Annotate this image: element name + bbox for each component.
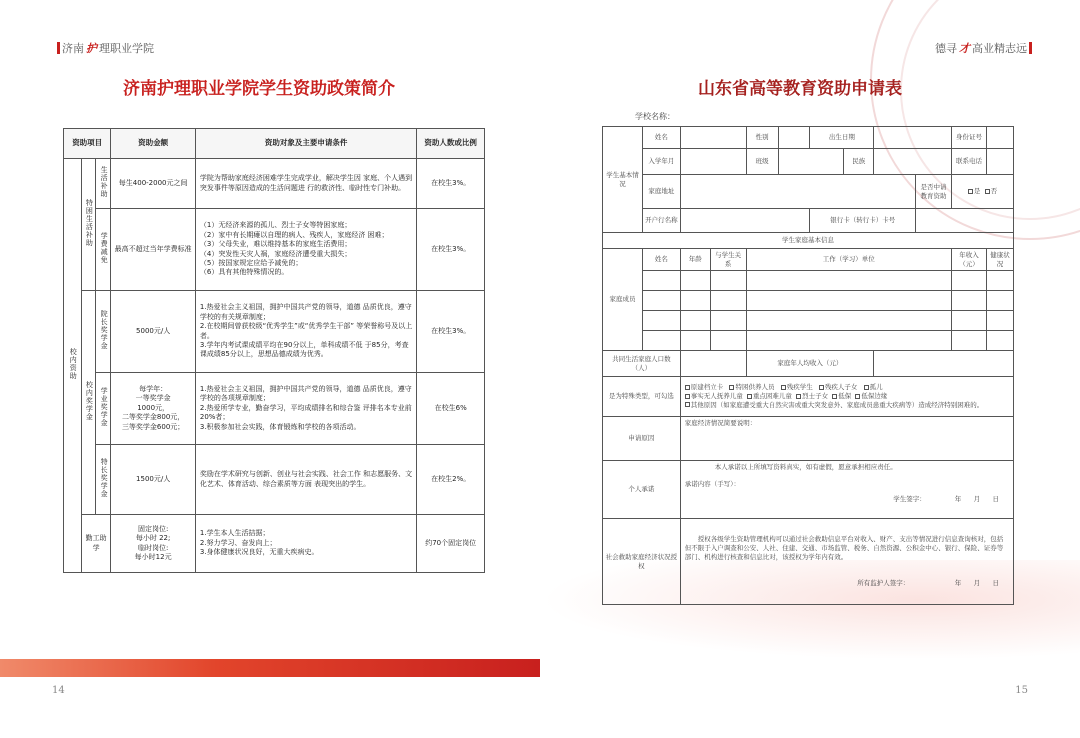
left-title: 济南护理职业学院学生资助政策简介 [123, 79, 395, 99]
table-row: 学业奖学金 每学年： 一等奖学金 1000元， 二等奖学金800元， 三等奖学金600元； 1.热爱社会主义祖国，拥护中国共产党的领导，道德 品质优良，遵守学校的各项规章制度； 2.热爱所学专业，勤奋学习，平均成绩排名和综合鉴 评排名本专业前20%者； 3.积极参加社会实践，体育锻炼和学校的各项活动。 在校生6% [64, 373, 485, 445]
birth-value[interactable] [874, 127, 952, 149]
checkbox-icon[interactable] [747, 394, 752, 399]
name-value[interactable] [680, 127, 746, 149]
phone-value[interactable] [986, 149, 1013, 175]
income-value[interactable] [874, 351, 1014, 377]
page-number: 14 [52, 685, 65, 696]
checkbox-icon[interactable] [819, 385, 824, 390]
left-header: 济南 护 理职业学院 [57, 40, 154, 56]
policy-table: 资助项目 资助金额 资助对象及主要申请条件 资助人数或比例 校内资助 特困生活补助 生活补助 每生400-2000元之间 学院为帮助家庭经济困难学生完成学业，解决学生因 家庭、个人遇到突发事件等原因造成的生活问题进 行的救济性、临时性专门补助。 在校生3%。 学费减免 最高不超过当年学费标准 （1）无经济来源的孤儿、烈士子女等特困家庭； （2）家中有长期瘫以自理的病人、残疾人，家庭经济 困难； （3）父母失业，难以维持基本的家庭生活费用； （4）突发性天灾人祸，家庭经济遭受重大损失； （5）按国家规定应给予减免的； （6）具有其他特殊情况的。 在校生3%。 校内奖学金 院长奖学金 5000元/人 1.热爱社会主义祖国，拥护中国共产党的领导，道德 品质优良，遵守学校的有关规章制度； 2.在校期间曾获校级“优秀学生”或“优秀学生干部” 等荣誉称号及以上者。 3.学年内考试课成绩平均在90分以上，单科成绩不低 于85分，考查课成绩85分以上，思想品德成绩为优秀。 在校生3%。 学业奖学金 每学年： 一等奖学金 1000元， 二等奖学金800元， 三等奖学金600元； 1.热爱社会主义祖国，拥护中国共产党的领导，道德 品质优良，遵守学校的各项规章制度； 2.热爱所学专业，勤奋学习，平均成绩排名和综合鉴 评排名本专业前20%者； 3.积极参加社会实践，体育锻炼和学校的各项活动。 在校生6% 特长奖学金 1500元/人 奖励在学术研究与创新、创业与社会实践、社会工作 和志愿服务、文化艺术、体育活动、综合素质等方面 表现突出的学生。 在校生2%。 勤工助学 固定岗位: 每小时 22; 临时岗位: 每小时12元 1.学生本人生活拮据； 2.努力学习、奋发向上； 3.身体健康状况良好，无重大疾病史。 约70个固定岗位 [63, 128, 485, 573]
checkbox-icon[interactable] [855, 394, 860, 399]
checkbox-icon[interactable] [685, 402, 690, 407]
checkbox-icon[interactable] [968, 189, 973, 194]
table-row: 勤工助学 固定岗位: 每小时 22; 临时岗位: 每小时12元 1.学生本人生活拮据； 2.努力学习、奋发向上； 3.身体健康状况良好，无重大疾病史。 约70个固定岗位 [64, 515, 485, 573]
table-row: 校内资助 特困生活补助 生活补助 每生400-2000元之间 学院为帮助家庭经济困难学生完成学业，解决学生因 家庭、个人遇到突发事件等原因造成的生活问题进 行的救济性、临时性专门补助。 在校生3%。 [64, 159, 485, 209]
header-bar-icon [57, 42, 60, 54]
gender-value[interactable] [778, 127, 810, 149]
checkbox-icon[interactable] [685, 385, 690, 390]
table-row: 特长奖学金 1500元/人 奖励在学术研究与创新、创业与社会实践、社会工作 和志愿服务、文化艺术、体育活动、综合素质等方面 表现突出的学生。 在校生2%。 [64, 445, 485, 515]
checkbox-icon[interactable] [832, 394, 837, 399]
checkbox-icon[interactable] [781, 385, 786, 390]
checkbox-icon[interactable] [864, 385, 869, 390]
card-value[interactable] [916, 209, 1014, 233]
checkbox-icon[interactable] [685, 394, 690, 399]
household-value[interactable] [680, 351, 746, 377]
ethnic-value[interactable] [874, 149, 952, 175]
application-form: 学生基本情况 姓名 性别 出生日期 身份证号 入学年月 班级 民族 联系电话 家庭地址 是否中请教育资助 是 否 开户行名称 银行卡（转行卡）卡号 学生家庭基本信息 家庭成员 姓名 年龄 与学生关系 工作（学习）单位 年收入（元） 健康状况 共同生活家庭人口数（人） 家庭年人均收入（元） 是为特殊类型，可勾选 原建档立卡 特困供养人员 残疾学生 残疾人子女 孤儿 事实无人抚养儿童 重点困难儿童 烈士子女 低保 低保边缘 其他原因（如家庭遭受重大自然灾害或重大突发意外、家庭成员患重大疾病等）造成经济特别困难的。 申请原因 家庭经济情况简要说明： 个人承诺 本人承诺以上所填写资料真实，如有虚假，愿意承担相应责任。 承诺内容（手写）： 学生签字： 年 月 日 社会救助家庭经济状况授权 授权各级学生资助管理机构可以通过社会救助信息平台对收入、财产、支出等情况进行信息查询核对，包括但不限于入户调查和公安、人社、住建、交通、市场监管、税务、自然资源、公积金中心、银行、保险、证券等部门、机构进行核查和信息比对，该授权为学年内有效。 所有监护人签字： 年 月 日 [602, 126, 1014, 605]
enroll-value[interactable] [680, 149, 746, 175]
header-bar-icon [1029, 42, 1032, 54]
table-row: 学费减免 最高不超过当年学费标准 （1）无经济来源的孤儿、烈士子女等特困家庭； （2）家中有长期瘫以自理的病人、残疾人，家庭经济 困难； （3）父母失业，难以维持基本的家庭生活费用； （4）突发性天灾人祸，家庭经济遭受重大损失； （5）按国家规定应给予减免的； （6）具有其他特殊情况的。 在校生3%。 [64, 209, 485, 291]
school-label: 学校名称： [635, 112, 675, 121]
class-value[interactable] [778, 149, 844, 175]
checkbox-icon[interactable] [729, 385, 734, 390]
id-value[interactable] [986, 127, 1013, 149]
bottom-red-bar [0, 659, 540, 677]
table-row: 校内奖学金 院长奖学金 5000元/人 1.热爱社会主义祖国，拥护中国共产党的领导，道德 品质优良，遵守学校的有关规章制度； 2.在校期间曾获校级“优秀学生”或“优秀学生干部” 等荣誉称号及以上者。 3.学年内考试课成绩平均在90分以上，单科成绩不低 于85分，考查课成绩85分以上，思想品德成绩为优秀。 在校生3%。 [64, 291, 485, 373]
bank-value[interactable] [680, 209, 810, 233]
right-page [540, 0, 1080, 738]
address-value[interactable] [680, 175, 915, 209]
checkbox-icon[interactable] [985, 189, 990, 194]
page-number: 15 [1015, 685, 1028, 696]
right-title: 山东省高等教育资助申请表 [698, 79, 902, 99]
right-header: 德寻 才 高业精志远 [935, 40, 1032, 56]
checkbox-icon[interactable] [796, 394, 801, 399]
